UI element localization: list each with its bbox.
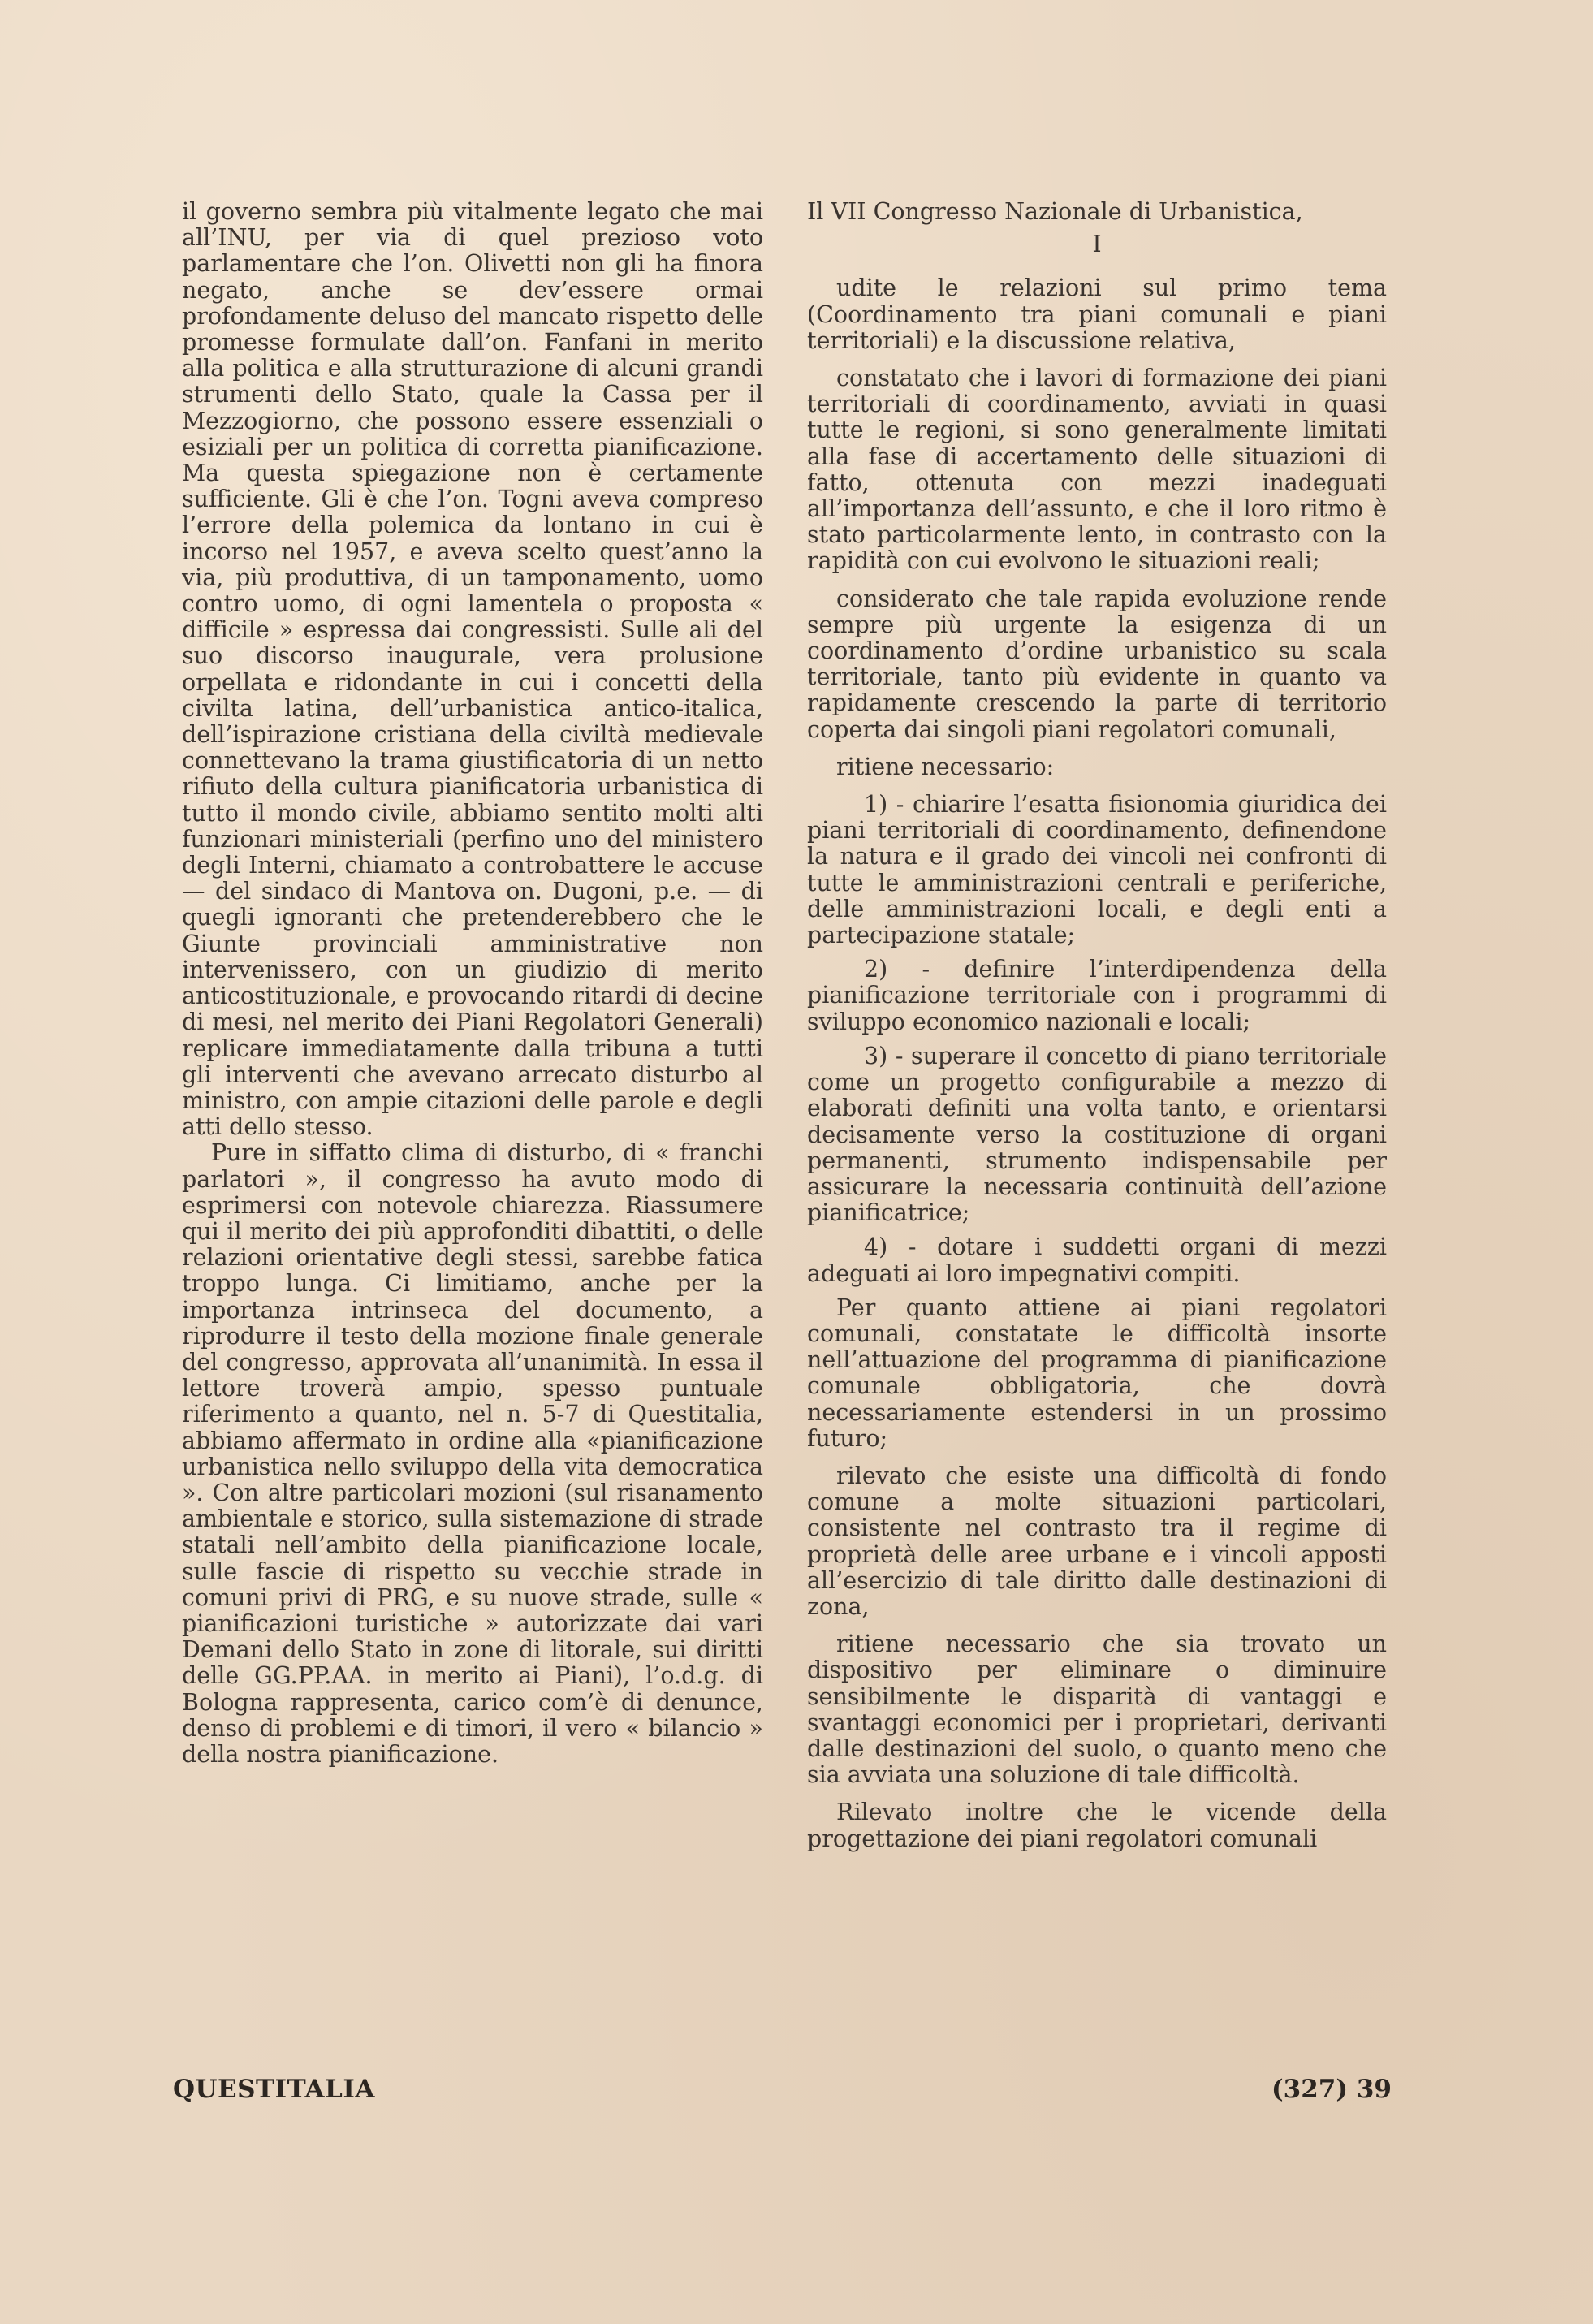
page-number: (327) 39 <box>1271 2075 1392 2104</box>
motion-item: 3) - superare il concetto di piano territoriale come un progetto configurabile a mezzo di elaborati definiti una volta tanto, e orientarsi decisamente verso la costituzione di organi permanenti, strumento indispensabile per assicurare la necessaria continuità dell’azione pianificatrice; <box>807 1042 1387 1227</box>
right-column <box>807 199 1387 1864</box>
publication-name: QUESTITALIA <box>173 2075 375 2104</box>
motion-paragraph: rilevato che esiste una difficoltà di fondo comune a molte situazioni particolari, consistente nel contrasto tra il regime di proprietà delle aree urbane e i vincoli apposti all’esercizio di tale diritto dalle destinazioni di zona, <box>807 1462 1387 1620</box>
motion-paragraph: udite le relazioni sul primo tema (Coordinamento tra piani comunali e piani territoriali) e la discussione relativa, <box>807 274 1387 354</box>
motion-heading: Il VII Congresso Nazionale di Urbanistica, <box>807 198 1303 225</box>
body-paragraph: il governo sembra più vitalmente legato che mai all’INU, per via di quel prezioso voto parlamentare che l’on. Olivetti non gli ha finora negato, anche se dev’essere ormai profondamente deluso del mancato rispetto delle promesse formulate dall’on. Fanfani in merito alla politica e alla strutturazione di alcuni grandi strumenti dello Stato, quale la Cassa per il Mezzogiorno, che possono essere essenziali o esiziali per un politica di corretta pianificazione. Ma questa spiegazione non è certamente sufficiente. Gli è che l’on. Togni aveva compreso l’errore della polemica da lontano in cui è incorso nel 1957, e aveva scelto quest’anno la via, più produttiva, di un tamponamento, uomo contro uomo, di ogni lamentela o proposta « difficile » espressa dai congressisti. Sulle ali del suo discorso inaugurale, vera prolusione orpellata e ridondante in cui i concetti della civilta latina, dell’urbanistica antico-italica, dell’ispirazione cristiana della civiltà medievale connettevano la trama giustificatoria di un netto rifiuto della cultura pianificatoria urbanistica di tutto il mondo civile, abbiamo sentito molti alti funzionari ministeriali (perfino uno del ministero degli Interni, chiamato a controbattere le accuse — del sindaco di Mantova on. Dugoni, p.e. — di quegli ignoranti che pretenderebbero che le Giunte provinciali amministrative non intervenissero, con un giudizio di merito anticostituzionale, e provocando ritardi di decine di mesi, nel merito dei Piani Regolatori Generali) replicare immediatamente dalla tribuna a tutti gli interventi che avevano arrecato disturbo al ministro, con ampie citazioni delle parole e degli atti dello stesso. <box>182 198 763 1141</box>
motion-paragraph: Per quanto attiene ai piani regolatori comunali, constatate le difficoltà insorte nell’attuazione del programma di pianificazione comunale obbligatoria, che dovrà necessariamente estendersi in un prossimo futuro; <box>807 1294 1387 1452</box>
motion-item: 4) - dotare i suddetti organi di mezzi adeguati ai loro impegnativi compiti. <box>807 1233 1387 1287</box>
motion-paragraph: considerato che tale rapida evoluzione rende sempre più urgente la esigenza di un coordinamento d’ordine urbanistico su scala territoriale, tanto più evidente in quanto va rapidamente crescendo la parte di territorio coperta dai singoli piani regolatori comunali, <box>807 585 1387 743</box>
section-numeral: I <box>1092 231 1102 258</box>
motion-paragraph: constatato che i lavori di formazione dei piani territoriali di coordinamento, avviati in quasi tutte le regioni, si sono generalmente limitati alla fase di accertamento delle situazioni di fatto, ottenuta con mezzi inadeguati all’importanza dell’assunto, e che il loro ritmo è stato particolarmente lento, in contrasto con la rapidità con cui evolvono le situazioni reali; <box>807 365 1387 575</box>
motion-paragraph: ritiene necessario che sia trovato un dispositivo per eliminare o diminuire sensibilmente le disparità di vantaggi e svantaggi economici per i proprietari, derivanti dalle destinazioni del suolo, o quanto meno che sia avviata una soluzione di tale difficoltà. <box>807 1631 1387 1789</box>
motion-paragraph: Rilevato inoltre che le vicende della progettazione dei piani regolatori comunali <box>807 1799 1387 1852</box>
left-column <box>182 199 763 1768</box>
motion-item: 2) - definire l’interdipendenza della pianificazione territoriale con i programmi di sviluppo economico nazionali e locali; <box>807 956 1387 1035</box>
motion-paragraph: ritiene necessario: <box>836 753 1055 780</box>
motion-item: 1) - chiarire l’esatta fisionomia giuridica dei piani territoriali di coordinamento, definendone la natura e il grado dei vincoli nei confronti di tutte le amministrazioni centrali e periferiche, delle amministrazioni locali, e degli enti a partecipazione statale; <box>807 791 1387 949</box>
body-paragraph: Pure in siffatto clima di disturbo, di « franchi parlatori », il congresso ha avuto modo di esprimersi con notevole chiarezza. Riassumere qui il merito dei più approfonditi dibattiti, o delle relazioni orientative degli stessi, sarebbe fatica troppo lunga. Ci limitiamo, anche per la importanza intrinseca del documento, a riprodurre il testo della mozione finale generale del congresso, approvata all’unanimità. In essa il lettore troverà ampio, spesso puntuale riferimento a quanto, nel n. 5-7 di Questitalia, abbiamo affermato in ordine alla «pianificazione urbanistica nello sviluppo della vita democratica ». Con altre particolari mozioni (sul risanamento ambientale e storico, sulla sistemazione di strade statali nell’ambito della pianificazione locale, sulle fascie di rispetto su vecchie strade in comuni privi di PRG, e su nuove strade, sulle « pianificazioni turistiche » autorizzate dai vari Demani dello Stato in zone di litorale, sui diritti delle GG.PP.AA. in merito ai Piani), l’o.d.g. di Bologna rappresenta, carico com’è di denunce, denso di problemi e di timori, il vero « bilancio » della nostra pianificazione. <box>182 1139 763 1768</box>
